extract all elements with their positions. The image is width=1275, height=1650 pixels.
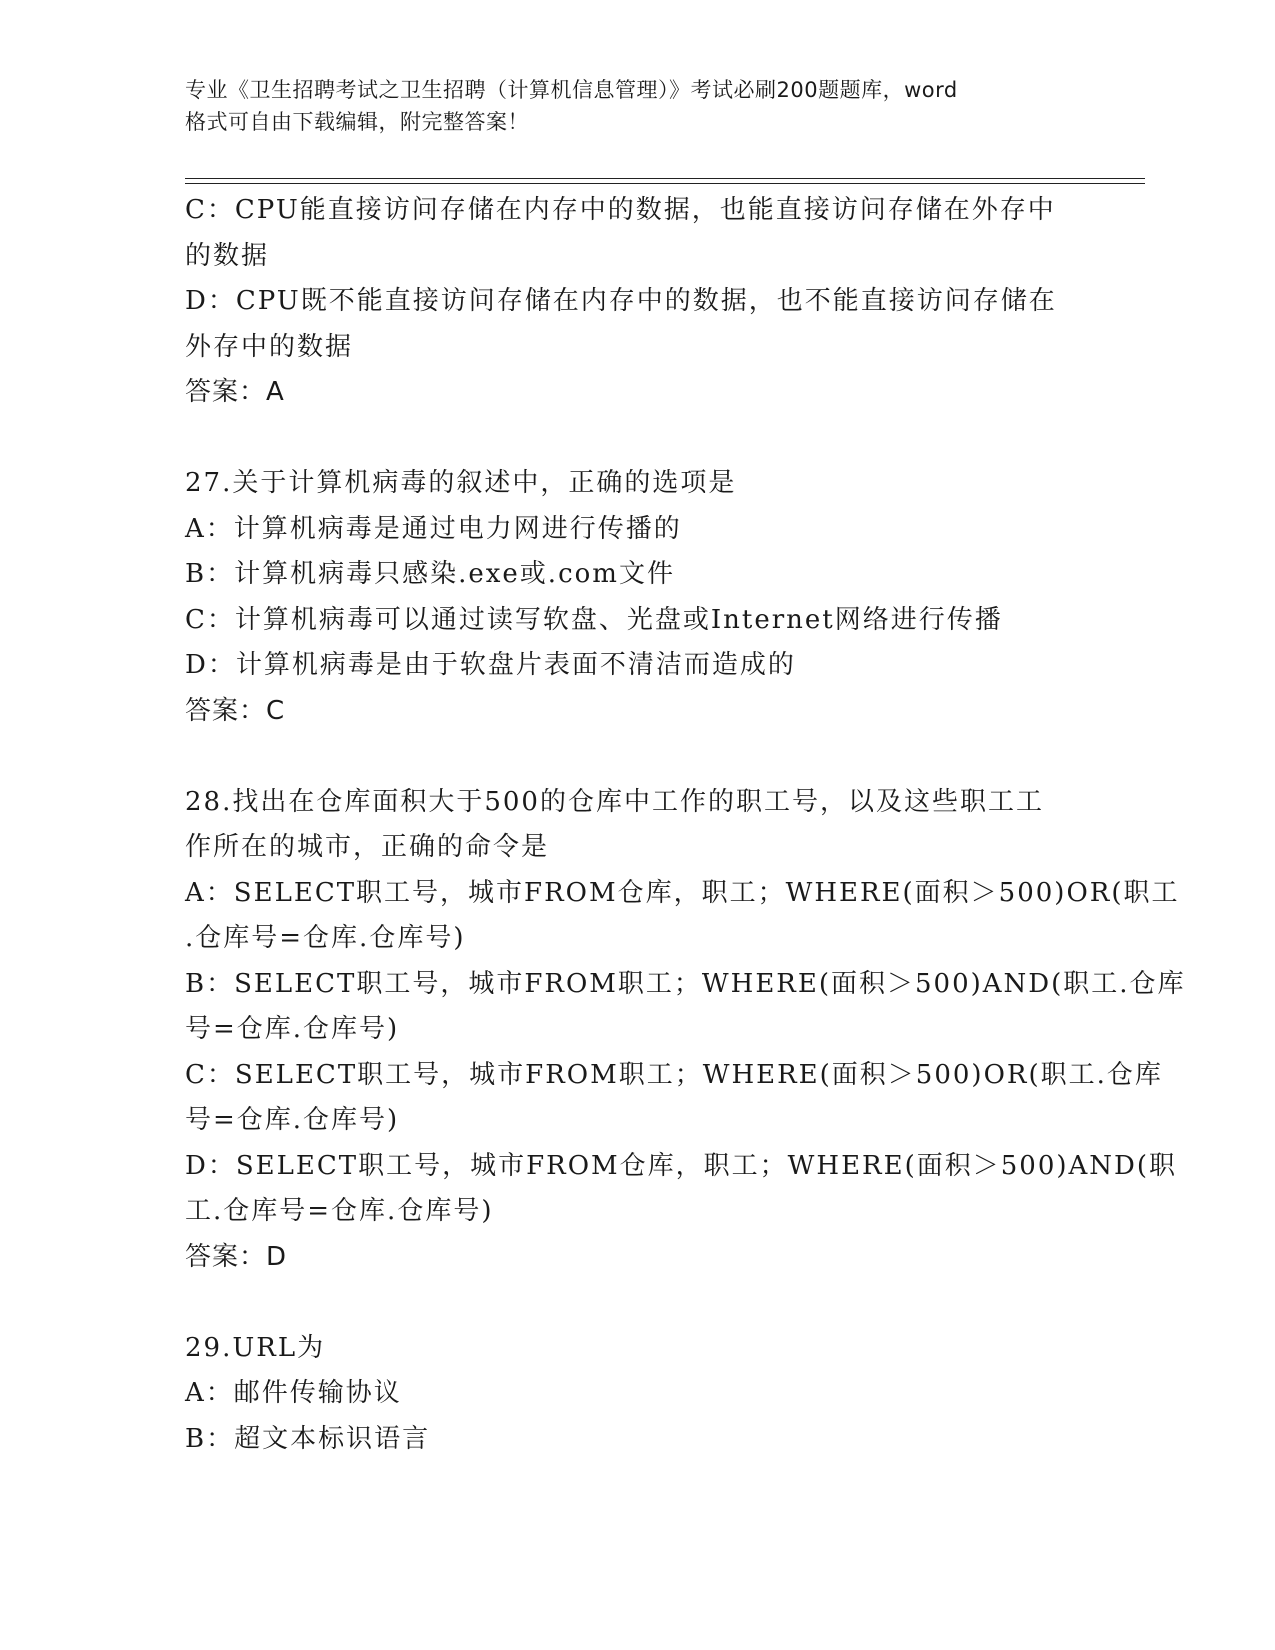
header-line: 格式可自由下载编辑，附完整答案！ (185, 110, 529, 134)
option-text: C：SELECT职工号，城市FROM职工；WHERE(面积＞500)OR(职工.仓库 (185, 1059, 1163, 1090)
question-27 (185, 461, 1085, 734)
question-stem: 27.关于计算机病毒的叙述中，正确的选项是 (185, 468, 737, 498)
option-text: C：CPU能直接访问存储在内存中的数据，也能直接访问存储在外存中 (185, 195, 1056, 225)
option-text: B：计算机病毒只感染.exe或.com文件 (185, 559, 675, 589)
spacer (185, 734, 1085, 780)
question-28 (185, 780, 1186, 1281)
question-29 (185, 1326, 1085, 1463)
option-text: B：超文本标识语言 (185, 1423, 431, 1454)
option-text: 工.仓库号=仓库.仓库号) (185, 1196, 494, 1226)
option-text: 的数据 (185, 240, 270, 271)
question-stem: 作所在的城市，正确的命令是 (185, 832, 550, 862)
option-text: A：计算机病毒是通过电力网进行传播的 (185, 513, 682, 544)
document-header (185, 74, 1085, 138)
option-text: C：计算机病毒可以通过读写软盘、光盘或Internet网络进行传播 (185, 604, 1003, 635)
option-text: 外存中的数据 (185, 331, 354, 362)
question-content (185, 188, 1186, 1462)
option-text: A：邮件传输协议 (185, 1378, 402, 1408)
option-text: 号=仓库.仓库号) (185, 1014, 400, 1044)
header-line: 专业《卫生招聘考试之卫生招聘（计算机信息管理）》考试必刷200题题库，word (185, 78, 958, 102)
spacer (185, 416, 1085, 462)
option-text: A：SELECT职工号，城市FROM仓库，职工；WHERE(面积＞500)OR(职工 (185, 877, 1180, 908)
option-text: B：SELECT职工号，城市FROM职工；WHERE(面积＞500)AND(职工.仓库 (185, 968, 1186, 999)
spacer (185, 1280, 1085, 1326)
header-divider-top (185, 178, 1145, 179)
answer-text: 答案：A (185, 377, 285, 407)
question-stem: 28.找出在仓库面积大于500的仓库中工作的职工号，以及这些职工工 (185, 786, 1044, 817)
option-text: D：CPU既不能直接访问存储在内存中的数据，也不能直接访问存储在 (185, 286, 1057, 316)
option-text: 号=仓库.仓库号) (185, 1105, 400, 1135)
header-divider-bottom (185, 183, 1145, 184)
option-text: .仓库号=仓库.仓库号) (185, 923, 466, 953)
option-text: D：计算机病毒是由于软盘片表面不清洁而造成的 (185, 650, 796, 680)
question-stem: 29.URL为 (185, 1332, 326, 1363)
question-26-tail (185, 188, 1085, 416)
answer-text: 答案：D (185, 1241, 288, 1272)
answer-text: 答案：C (185, 695, 286, 726)
option-text: D：SELECT职工号，城市FROM仓库，职工；WHERE(面积＞500)AND(职 (185, 1150, 1178, 1181)
